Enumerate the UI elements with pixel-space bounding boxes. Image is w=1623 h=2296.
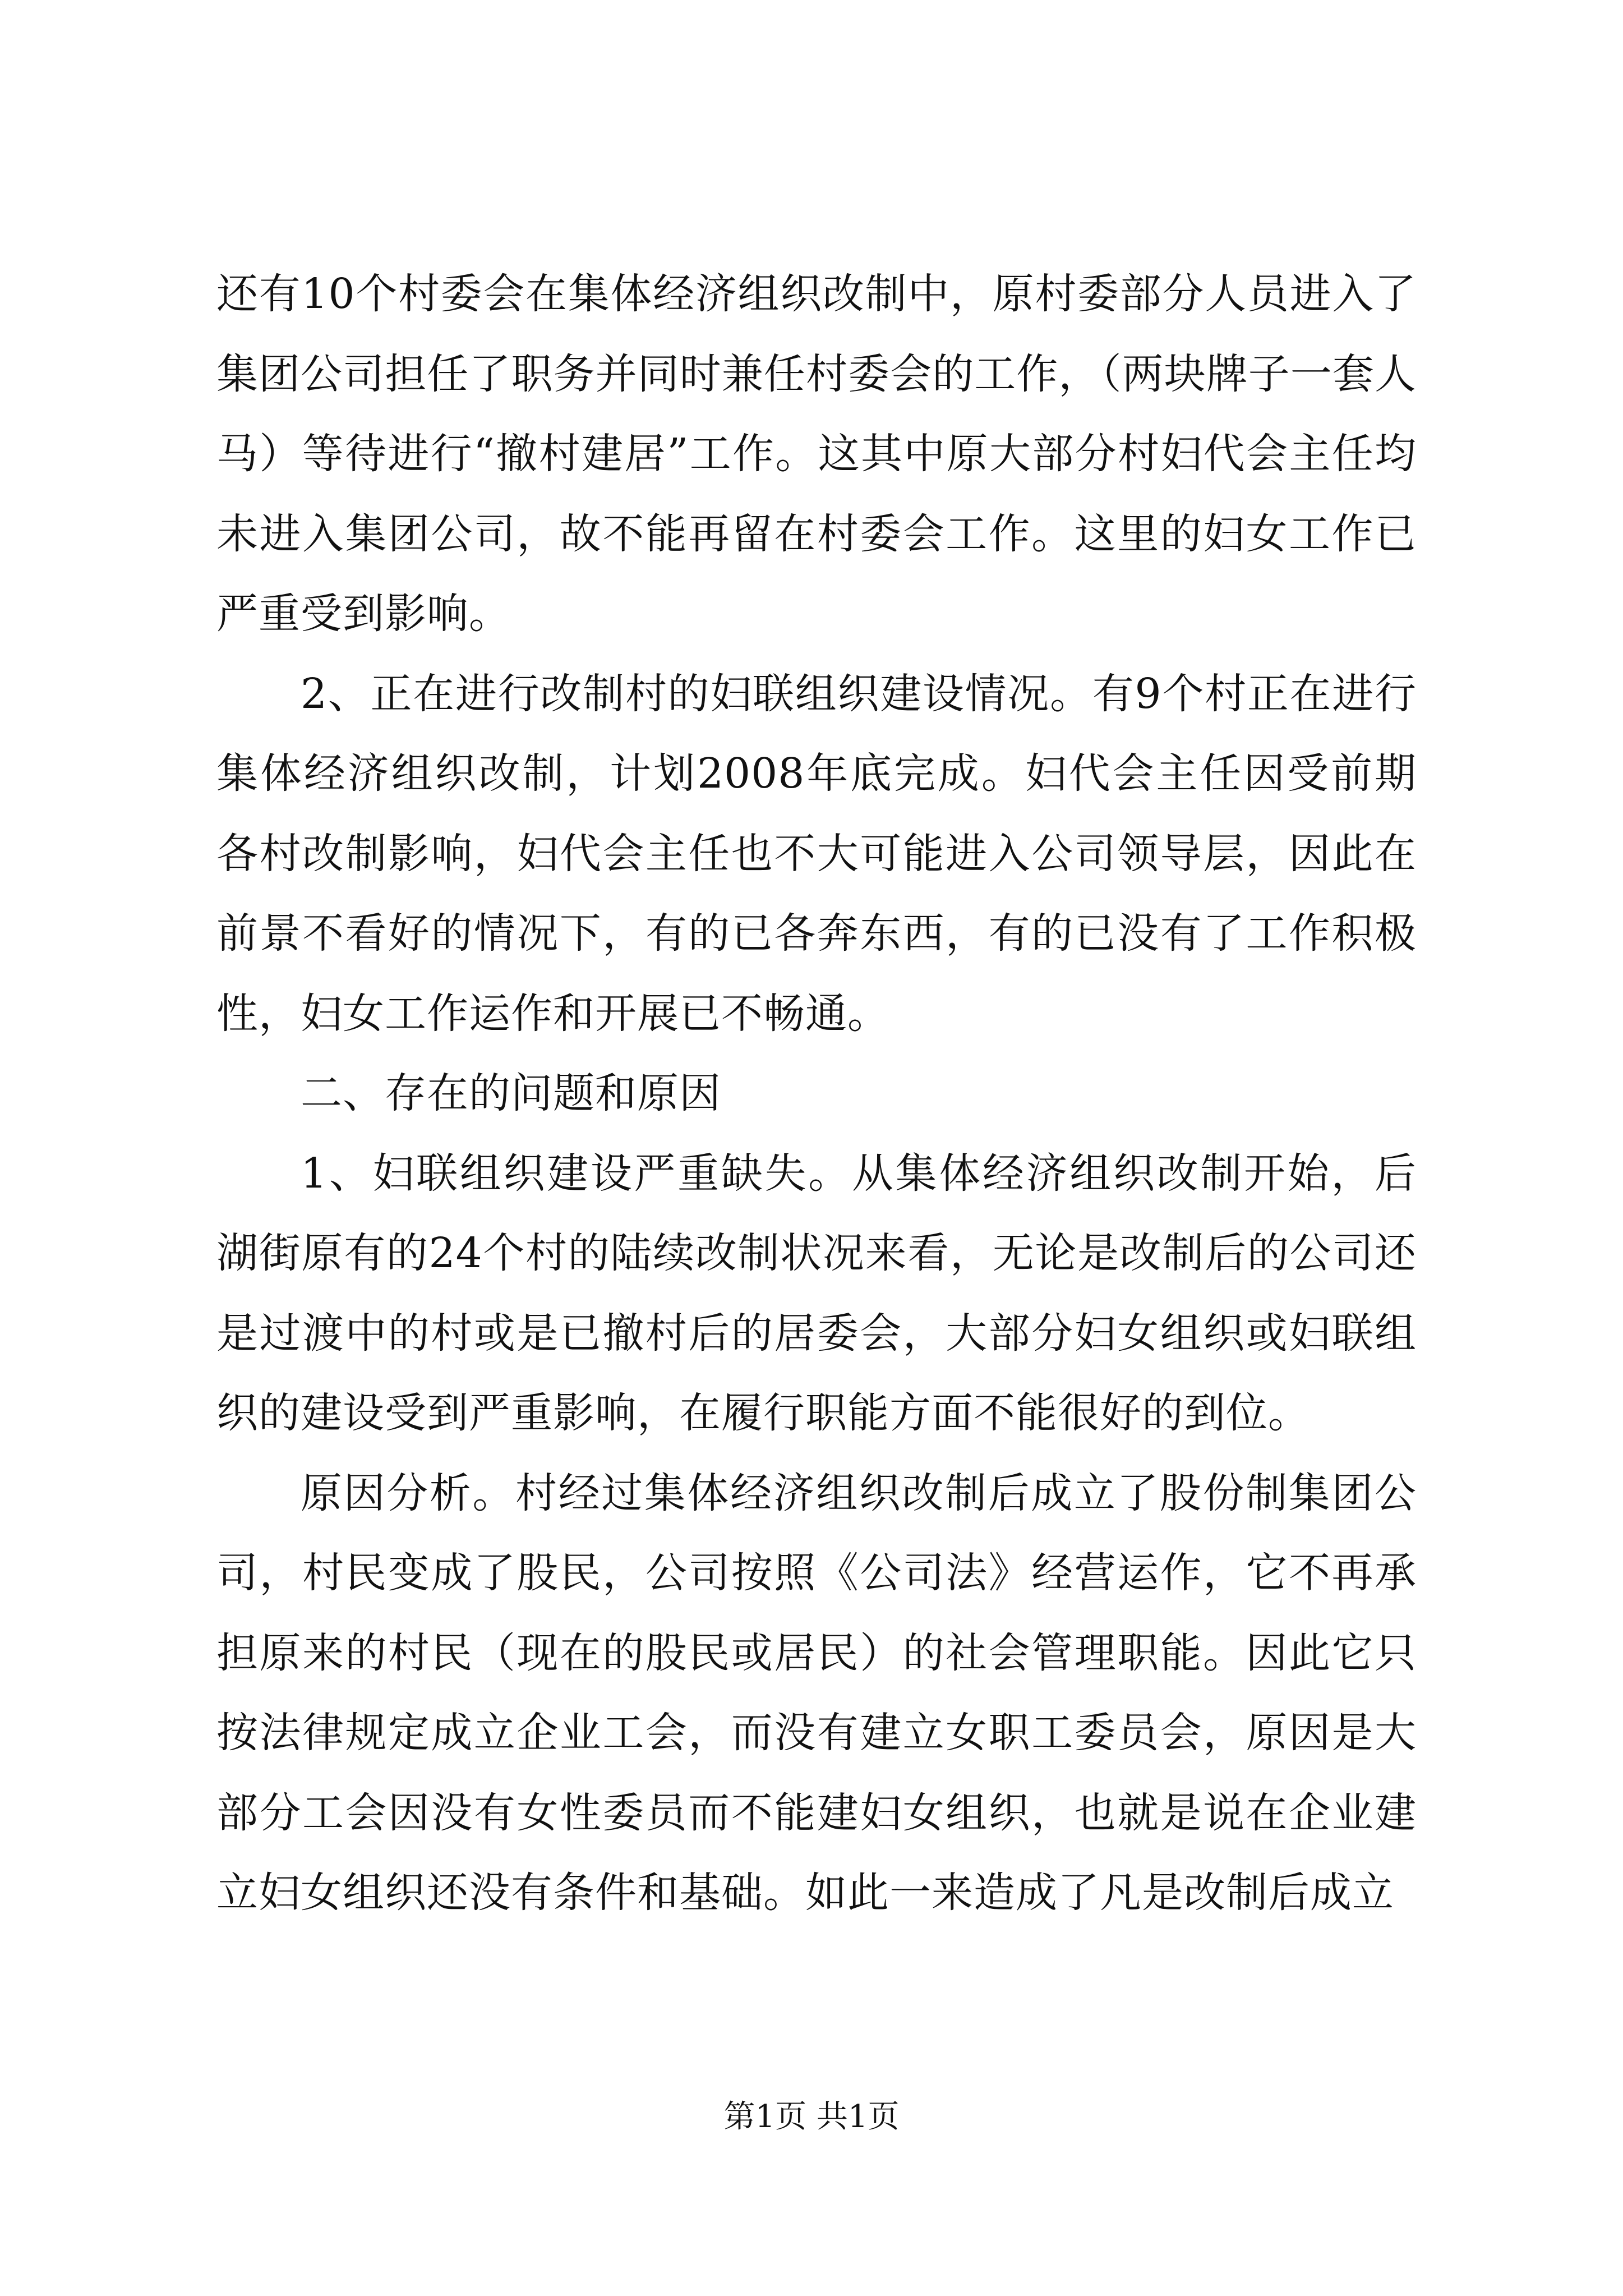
page-footer: 第1页 共1页 xyxy=(723,2099,900,2135)
paragraph-reform-in-progress: 2、正在进行改制村的妇联组织建设情况。有9个村正在进行集体经济组织改制，计划2008年底完成。妇代会主任因受前期各村改制影响，妇代会主任也不大可能进入公司领导层，因此在前景不看好的情况下，有的已各奔东西，有的已没有了工作积极性，妇女工作运作和开展已不畅通。 xyxy=(216,669,1417,1038)
section-heading-problems: 二、存在的问题和原因 xyxy=(301,1069,721,1117)
paragraph-cause-analysis: 原因分析。村经过集体经济组织改制后成立了股份制集团公司，村民变成了股民，公司按照《公司法》经营运作，它不再承担原来的村民（现在的股民或居民）的社会管理职能。因此它只按法律规定成立企业工会，而没有建立女职工委员会，原因是大部分工会因没有女性委员而不能建妇女组织，也就是说在企业建立妇女组织还没有条件和基础。如此一来造成了凡是改制后成立 xyxy=(216,1469,1417,1917)
document-body xyxy=(216,254,1417,1933)
paragraph-organization-deficiency: 1、妇联组织建设严重缺失。从集体经济组织改制开始，后湖街原有的24个村的陆续改制状况来看，无论是改制后的公司还是过渡中的村或是已撤村后的居委会，大部分妇女组织或妇联组织的建设受到严重影响，在履行职能方面不能很好的到位。 xyxy=(216,1149,1417,1437)
paragraph-continuation: 还有10个村委会在集体经济组织改制中，原村委部分人员进入了集团公司担任了职务并同时兼任村委会的工作，（两块牌子一套人马）等待进行“撤村建居”工作。这其中原大部分村妇代会主任均未进入集团公司，故不能再留在村委会工作。这里的妇女工作已严重受到影响。 xyxy=(216,270,1417,638)
